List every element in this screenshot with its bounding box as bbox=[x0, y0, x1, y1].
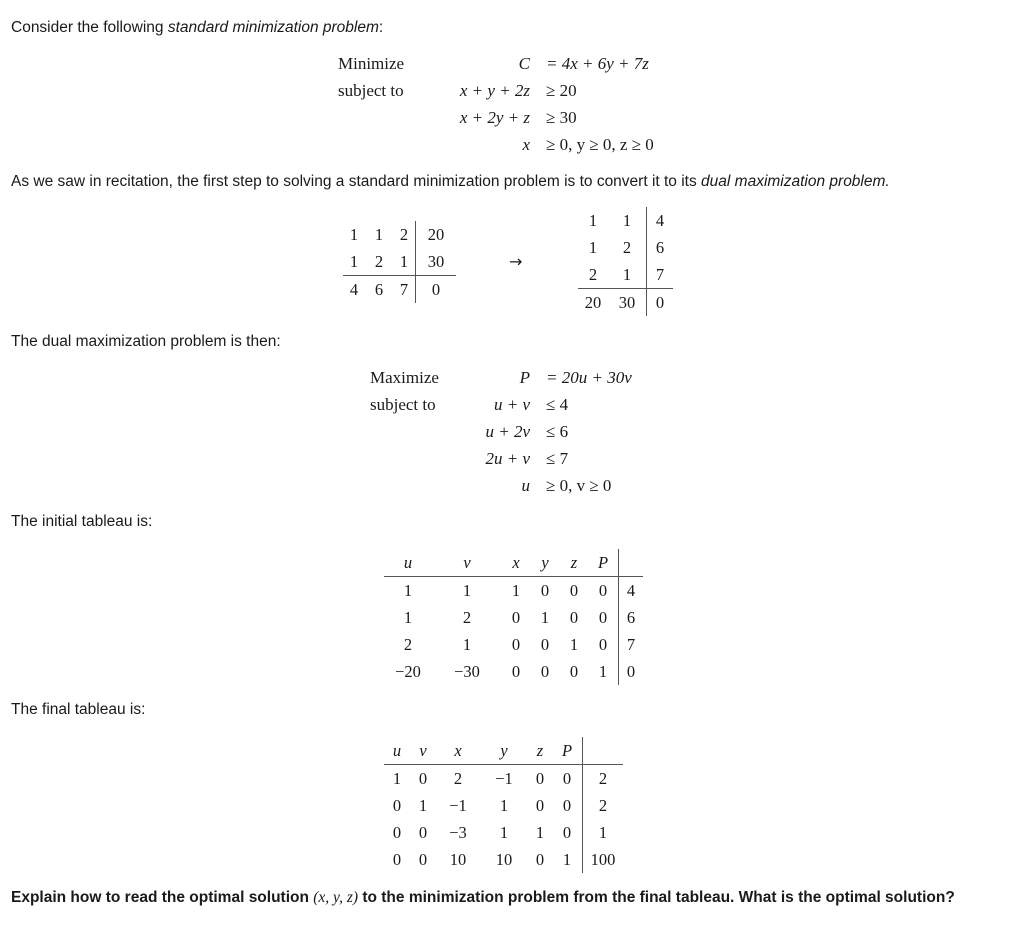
tableau-cell: 2 bbox=[583, 765, 624, 793]
tableau-cell: −20 bbox=[395, 662, 421, 681]
tableau-header: y bbox=[541, 553, 549, 572]
tableau-cell: 0 bbox=[619, 658, 644, 685]
tableau-header: v bbox=[463, 553, 471, 572]
matrix-cell: 30 bbox=[416, 248, 457, 276]
tableau-cell: 0 bbox=[569, 662, 579, 681]
tableau-cell: −3 bbox=[449, 823, 467, 842]
tableau-cell: 2 bbox=[462, 608, 472, 627]
tableau-cell: 2 bbox=[403, 635, 413, 654]
constraint-lhs: x + y + 2z bbox=[459, 81, 530, 100]
tableau-cell: 1 bbox=[583, 819, 624, 846]
tableau-header: P bbox=[597, 553, 609, 572]
tableau-cell: 0 bbox=[562, 796, 572, 815]
final-tableau-label: The final tableau is: bbox=[11, 701, 146, 718]
matrix-cell: 1 bbox=[622, 265, 632, 284]
matrix-cell: 6 bbox=[365, 276, 393, 304]
tableau-cell: 0 bbox=[562, 823, 572, 842]
constraint-lhs: 2u + v bbox=[485, 449, 530, 468]
tableau-cell: 0 bbox=[560, 577, 588, 605]
tableau-cell: 0 bbox=[588, 577, 619, 605]
constraint-rhs: ≥ 20 bbox=[546, 81, 577, 100]
constraint-lhs: x bbox=[522, 135, 530, 154]
dual-problem bbox=[370, 365, 690, 501]
tableau-header bbox=[583, 737, 624, 765]
maximize-keyword: Maximize bbox=[370, 368, 439, 387]
tableau-cell: −1 bbox=[449, 796, 467, 815]
final-tableau bbox=[384, 737, 623, 873]
tableau-cell: 0 bbox=[535, 796, 545, 815]
constraint-lhs: u bbox=[521, 476, 530, 495]
tableau-cell: 1 bbox=[540, 608, 550, 627]
tableau-header: P bbox=[561, 741, 573, 760]
tableau-cell: 10 bbox=[495, 850, 513, 869]
tableau-cell: 0 bbox=[598, 608, 608, 627]
tableau-cell: 1 bbox=[569, 635, 579, 654]
tableau-cell: 1 bbox=[499, 823, 509, 842]
intro-emphasis: standard minimization problem bbox=[167, 19, 379, 36]
matrix-cell: 20 bbox=[578, 289, 608, 317]
initial-tableau-label: The initial tableau is: bbox=[11, 513, 153, 530]
recitation-text: As we saw in recitation, the first step to solving a standard minimization problem is to convert it to its dual maximization problem. bbox=[11, 173, 890, 190]
objective-expression: = 20u + 30v bbox=[546, 368, 632, 387]
tableau-cell: 0 bbox=[418, 850, 428, 869]
tableau-cell: 0 bbox=[392, 850, 402, 869]
tableau-cell: 0 bbox=[569, 608, 579, 627]
constraint-rhs: ≥ 0, v ≥ 0 bbox=[546, 476, 612, 495]
objective-expression: = 4x + 6y + 7z bbox=[546, 54, 649, 73]
constraint-rhs: ≥ 30 bbox=[546, 108, 577, 127]
tableau-cell: 1 bbox=[384, 765, 410, 793]
primal-matrix bbox=[343, 221, 456, 303]
tableau-header: x bbox=[454, 741, 462, 760]
matrix-cell: 1 bbox=[349, 225, 359, 244]
matrix-cell: 4 bbox=[343, 276, 365, 304]
tableau-cell: 0 bbox=[552, 765, 583, 793]
tableau-cell: 100 bbox=[583, 846, 624, 873]
matrix-cell: 1 bbox=[399, 252, 409, 271]
tableau-cell: 0 bbox=[392, 823, 402, 842]
tableau-header: z bbox=[536, 741, 544, 760]
question-text: Explain how to read the optimal solution (x, y, z) to the minimization problem from the final tableau. What is the optimal solution? bbox=[11, 889, 955, 906]
tableau-cell: 1 bbox=[432, 577, 502, 605]
matrix-cell: 2 bbox=[399, 225, 409, 244]
recitation-emphasis: dual maximization problem. bbox=[701, 173, 890, 190]
matrix-cell: 1 bbox=[374, 225, 384, 244]
tableau-cell: 2 bbox=[583, 792, 624, 819]
tableau-cell: 0 bbox=[511, 608, 521, 627]
matrix-cell: 1 bbox=[588, 238, 598, 257]
constraint-lhs: x + 2y + z bbox=[459, 108, 530, 127]
matrix-cell: 0 bbox=[647, 289, 674, 317]
matrix-cell: 30 bbox=[608, 289, 647, 317]
tableau-cell: 1 bbox=[403, 608, 413, 627]
tableau-cell: 0 bbox=[535, 850, 545, 869]
primal-problem bbox=[338, 51, 698, 161]
tableau-cell: 0 bbox=[530, 577, 560, 605]
subject-to-keyword: subject to bbox=[370, 395, 436, 414]
tableau-cell: 1 bbox=[598, 662, 608, 681]
matrix-cell: 4 bbox=[647, 207, 674, 234]
tableau-cell: 6 bbox=[619, 604, 644, 631]
tableau-cell: 1 bbox=[462, 635, 472, 654]
matrix-cell: 20 bbox=[416, 221, 457, 248]
tableau-cell: 1 bbox=[535, 823, 545, 842]
minimize-keyword: Minimize bbox=[338, 54, 405, 73]
tableau-cell: 0 bbox=[392, 796, 402, 815]
tableau-cell: 7 bbox=[619, 631, 644, 658]
tableau-cell: 1 bbox=[384, 577, 432, 605]
tableau-header bbox=[619, 549, 644, 577]
tableau-cell: 0 bbox=[511, 662, 521, 681]
tableau-cell: 10 bbox=[449, 850, 467, 869]
tableau-header: x bbox=[512, 553, 520, 572]
matrix-cell: 1 bbox=[349, 252, 359, 271]
matrix-cell: 2 bbox=[622, 238, 632, 257]
intro-text: Consider the following standard minimization problem: bbox=[11, 19, 384, 36]
tableau-cell: 0 bbox=[598, 635, 608, 654]
constraint-lhs: u + 2v bbox=[485, 422, 530, 441]
tableau-cell: 1 bbox=[499, 796, 509, 815]
objective-variable: C bbox=[518, 54, 530, 73]
matrix-cell: 2 bbox=[374, 252, 384, 271]
matrix-cell: 0 bbox=[416, 276, 457, 304]
matrix-cell: 1 bbox=[622, 211, 632, 230]
matrix-cell: 2 bbox=[588, 265, 598, 284]
tableau-cell: 1 bbox=[502, 577, 530, 605]
constraint-rhs: ≥ 0, y ≥ 0, z ≥ 0 bbox=[546, 135, 654, 154]
tableau-cell: 0 bbox=[540, 662, 550, 681]
tableau-cell: −1 bbox=[480, 765, 528, 793]
constraint-lhs: u + v bbox=[493, 395, 530, 414]
dual-intro-text: The dual maximization problem is then: bbox=[11, 333, 281, 350]
matrix-cell: 7 bbox=[647, 261, 674, 289]
dual-matrix bbox=[578, 207, 673, 316]
tableau-cell: 0 bbox=[511, 635, 521, 654]
matrix-cell: 6 bbox=[647, 234, 674, 261]
tableau-header: v bbox=[419, 741, 427, 760]
constraint-rhs: ≤ 6 bbox=[546, 422, 569, 441]
tableau-header: u bbox=[392, 741, 402, 760]
tableau-cell: 1 bbox=[418, 796, 428, 815]
tableau-header: u bbox=[403, 553, 413, 572]
tableau-cell: 0 bbox=[540, 635, 550, 654]
tableau-header: z bbox=[570, 553, 578, 572]
tableau-cell: 4 bbox=[619, 577, 644, 605]
constraint-rhs: ≤ 7 bbox=[546, 449, 569, 468]
right-arrow-icon: → bbox=[509, 252, 523, 271]
tableau-header: y bbox=[500, 741, 508, 760]
question-math: (x, y, z) bbox=[313, 889, 359, 906]
tableau-cell: 0 bbox=[410, 765, 436, 793]
tableau-cell: 1 bbox=[562, 850, 572, 869]
constraint-rhs: ≤ 4 bbox=[546, 395, 569, 414]
initial-tableau bbox=[384, 549, 643, 685]
matrix-cell: 1 bbox=[588, 211, 598, 230]
tableau-cell: 2 bbox=[436, 765, 480, 793]
objective-variable: P bbox=[519, 368, 530, 387]
subject-to-keyword: subject to bbox=[338, 81, 404, 100]
matrix-cell: 7 bbox=[393, 276, 416, 304]
tableau-cell: 0 bbox=[418, 823, 428, 842]
tableau-cell: −30 bbox=[454, 662, 480, 681]
tableau-cell: 0 bbox=[528, 765, 552, 793]
